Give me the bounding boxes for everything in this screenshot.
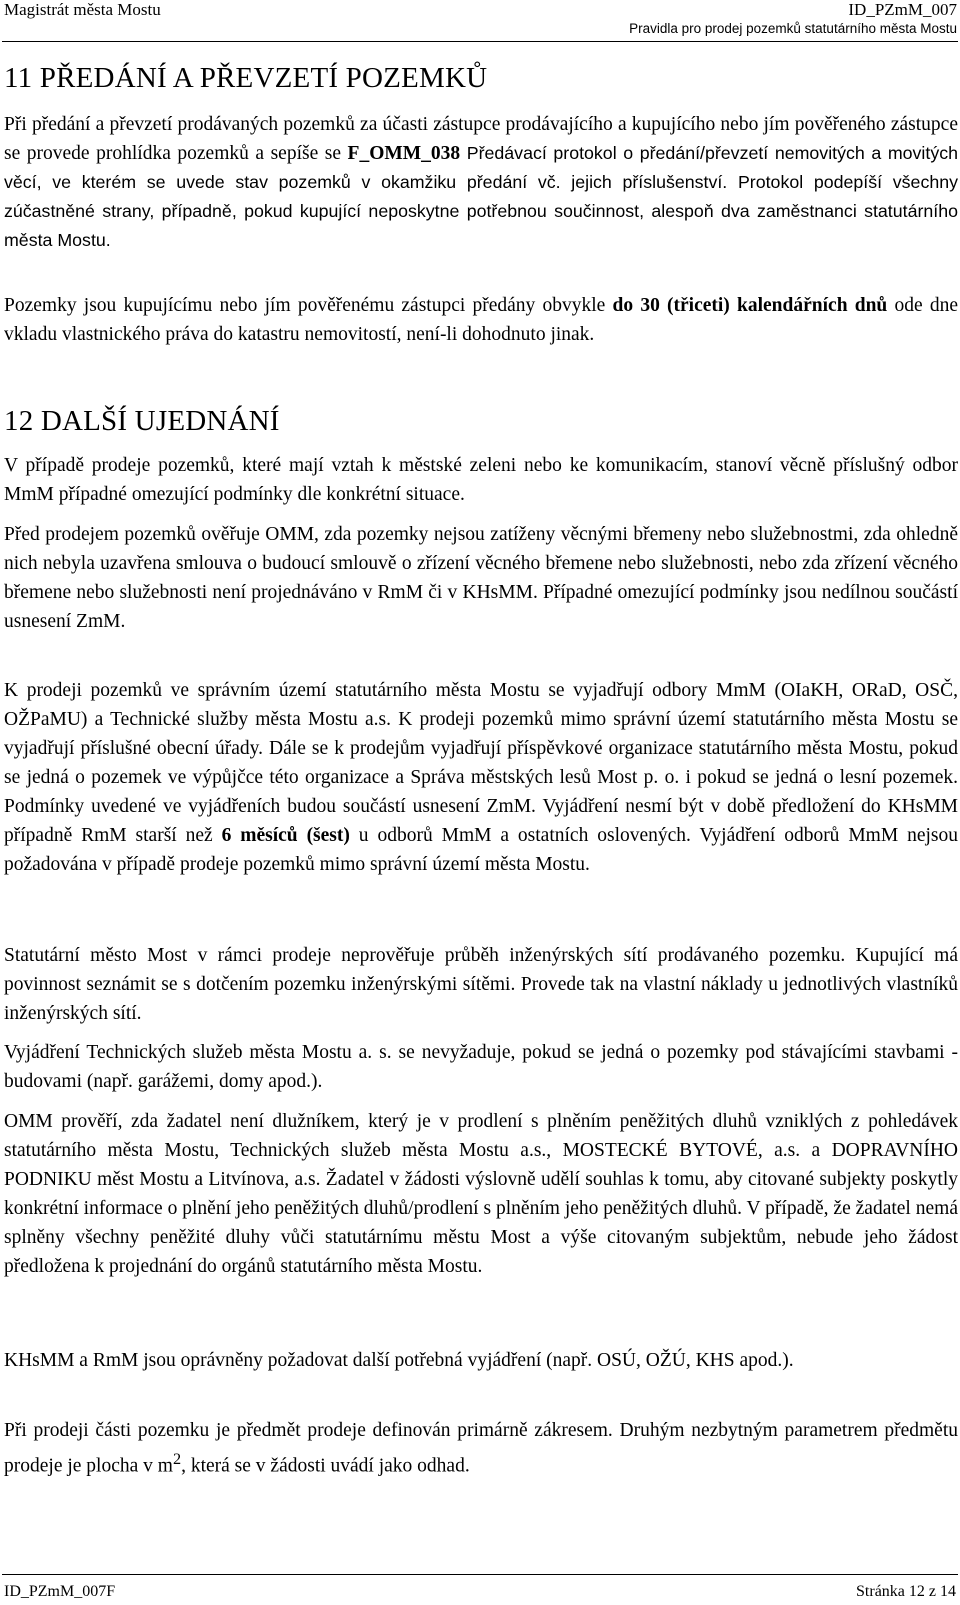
section-12-paragraph-4: Statutární město Most v rámci prodeje neprověřuje průběh inženýrských sítí prodávaného pozemku. Kupující má povinnost seznámit se s dotčením pozemku inženýrskými sítěmi. Provede tak na vlastní náklady u jednotlivých vlastníků inženýrských sítí.: [4, 945, 958, 1024]
footer-divider: [2, 1574, 958, 1575]
section-12-paragraph-7: KHsMM a RmM jsou oprávněny požadovat další potřebná vyjádření (např. OSÚ, OŽÚ, KHS apod.).: [4, 1350, 794, 1371]
section-12-p8-text-end: , která se v žádosti uvádí jako odhad.: [181, 1455, 470, 1477]
square-metre-superscript: 2: [172, 1450, 182, 1468]
section-12-paragraph-3: [4, 676, 958, 879]
form-reference: F_OMM_038: [347, 143, 461, 164]
header-divider: [2, 41, 958, 42]
section-11-p1-text: Při předání a převzetí prodávaných pozemků za účasti zástupce prodávajícího a kupujícího nebo jím pověřeného zástupce se provede prohlídka pozemků a sepíše se: [4, 114, 958, 164]
section-11-p1-signature: Protokol podepíší všechny zúčastněné strany, případně, pokud kupující neposkytne potřebnou součinnost, alespoň dva zaměstnanci statutárního města Mostu.: [4, 172, 958, 250]
header-doc-title: Pravidla pro prodej pozemků statutárního města Mostu: [629, 21, 957, 36]
section-11-paragraph-1: [4, 110, 958, 255]
section-12-paragraph-8: [4, 1416, 958, 1481]
footer-doc-id: ID_PZmM_007F: [4, 1583, 116, 1600]
section-12-p8-text: Při prodeji části pozemku je předmět prodeje definován primárně zákresem. Druhým nezbytným parametrem předmětu prodeje je plocha v m: [4, 1420, 958, 1477]
section-12-paragraph-2: Před prodejem pozemků ověřuje OMM, zda pozemky nejsou zatíženy věcnými břemeny nebo služebnostmi, zda ohledně nich nebyla uzavřena smlouva o budoucí smlouvě o zřízení věcného břemene nebo služebnosti, nebo zda zřízení věcného břemene nebo služebnosti není projednáváno v RmM či v KHsMM. Případné omezující podmínky jsou nedílnou součástí usnesení ZmM.: [4, 524, 958, 632]
header-org: Magistrát města Mostu: [4, 0, 161, 19]
section-11-p2-text-end: ode dne vkladu vlastnického práva do katastru nemovitostí, není-li dohodnuto jinak.: [4, 295, 958, 345]
header-doc-id: ID_PZmM_007: [848, 0, 957, 19]
page-number: Stránka 12 z 14: [856, 1583, 956, 1600]
section-12-p3-text-end: u odborů MmM a ostatních oslovených. Vyjádření odborů MmM nejsou požadována v případě prodeje pozemků mimo správní území města Mostu.: [4, 825, 959, 875]
section-12-paragraph-1: V případě prodeje pozemků, které mají vztah k městské zeleni nebo ke komunikacím, stanoví věcně příslušný odbor MmM případné omezující podmínky dle konkrétní situace.: [4, 455, 958, 505]
section-11-paragraph-2: [4, 291, 958, 349]
opinion-validity: 6 měsíců (šest): [221, 825, 350, 846]
handover-deadline: do 30 (třiceti) kalendářních dnů: [612, 295, 888, 316]
section-11-p2-text: Pozemky jsou kupujícímu nebo jím pověřenému zástupci předány obvykle: [4, 295, 613, 316]
section-12-heading: 12 DALŠÍ UJEDNÁNÍ: [4, 405, 280, 437]
section-11-heading: 11 PŘEDÁNÍ A PŘEVZETÍ POZEMKŮ: [4, 62, 488, 94]
section-12-paragraph-5: Vyjádření Technických služeb města Mostu a. s. se nevyžaduje, pokud se jedná o pozemky pod stávajícími stavbami - budovami (např. garážemi, domy apod.).: [4, 1042, 958, 1092]
section-11-p1-form-title: Předávací protokol o předání/převzetí nemovitých a movitých věcí, ve kterém se uvede stav pozemků v okamžiku předání vč. jejich příslušenství.: [4, 143, 958, 192]
section-12-p3-text: K prodeji pozemků ve správním území statutárního města Mostu se vyjadřují odbory MmM (OIaKH, ORaD, OSČ, OŽPaMU) a Technické služby města Mostu a.s. K prodeji pozemků mimo správní území statutárního města Mostu se vyjadřují příslušné obecní úřady. Dále se k prodejům vyjadřují příspěvkové organizace statutárního města Mostu, pokud se jedná o pozemek ve výpůjčce této organizace a Správa městských lesů Most p. o. i pokud se jedná o lesní pozemek. Podmínky uvedené ve vyjádřeních budou součástí usnesení ZmM. Vyjádření nesmí být v době předložení do KHsMM případně RmM starší než: [4, 680, 958, 846]
section-12-paragraph-6: OMM prověří, zda žadatel není dlužníkem, který je v prodlení s plněním peněžitých dluhů vzniklých z pohledávek statutárního města Mostu, Technických služeb města Mostu a.s., MOSTECKÉ BYTOVÉ, a.s. a DOPRAVNÍHO PODNIKU měst Mostu a Litvínova, a.s. Žadatel v žádosti výslovně udělí souhlas k tomu, aby citované subjekty poskytly konkrétní informace o plnění jeho peněžitých dluhů/prodlení s plněním jeho peněžitých dluhů. V případě, že žadatel nemá splněny všechny peněžité dluhy vůči statutárnímu městu Most a výše citovaným subjektům, nebude jeho žádost předložena k projednání do orgánů statutárního města Mostu.: [4, 1111, 958, 1277]
